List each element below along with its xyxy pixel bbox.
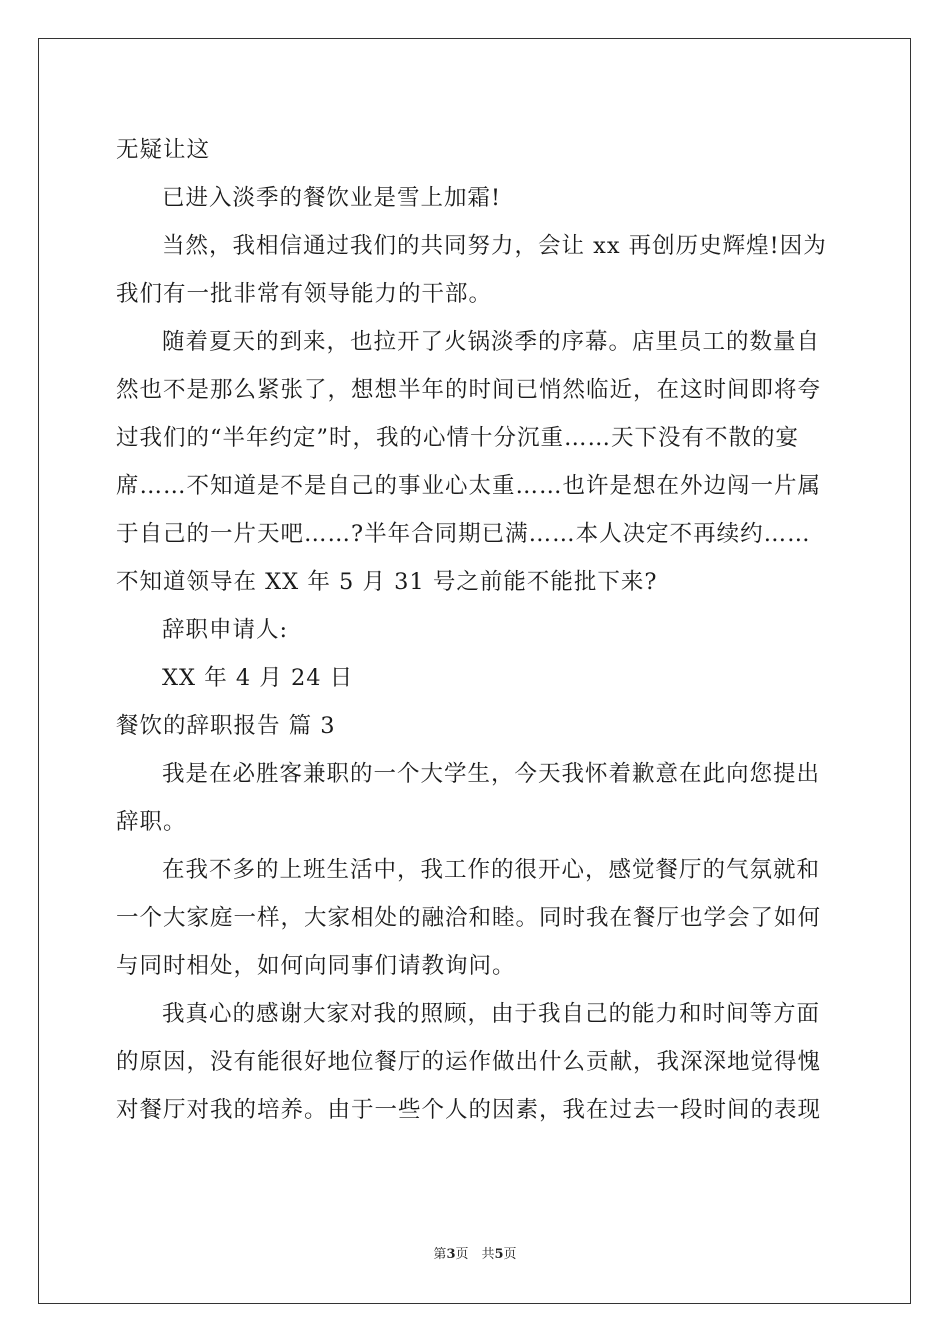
text-line: 与同时相处，如何向同事们请教询问。 bbox=[116, 953, 516, 979]
text-line: 无疑让这 bbox=[116, 137, 211, 163]
footer-mid: 页 共 bbox=[455, 1247, 495, 1262]
text-line: 我们有一批非常有领导能力的干部。 bbox=[116, 281, 493, 307]
text-line: 于自己的一片天吧……?半年合同期已满……本人决定不再续约…… bbox=[116, 521, 811, 547]
text-line: 当然，我相信通过我们的共同努力，会让 xx 再创历史辉煌!因为 bbox=[162, 233, 827, 259]
text-line: 已进入淡季的餐饮业是雪上加霜! bbox=[162, 185, 502, 211]
footer-suffix: 页 bbox=[503, 1247, 517, 1262]
current-page-number: 3 bbox=[446, 1247, 456, 1262]
text-line: 然也不是那么紧张了，想想半年的时间已悄然临近，在这时间即将夸 bbox=[116, 377, 822, 403]
text-line: 一个大家庭一样，大家相处的融洽和睦。同时我在餐厅也学会了如何 bbox=[116, 905, 822, 931]
text-line: 对餐厅对我的培养。由于一些个人的因素，我在过去一段时间的表现 bbox=[116, 1097, 822, 1123]
text-line: 随着夏天的到来，也拉开了火锅淡季的序幕。店里员工的数量自 bbox=[162, 329, 821, 355]
page-footer bbox=[0, 1243, 950, 1262]
section-heading: 餐饮的辞职报告 篇 3 bbox=[116, 713, 336, 739]
text-line: 不知道领导在 XX 年 5 月 31 号之前能不能批下来? bbox=[116, 569, 658, 595]
text-line: 的原因，没有能很好地位餐厅的运作做出什么贡献，我深深地觉得愧 bbox=[116, 1049, 822, 1075]
text-line: 我真心的感谢大家对我的照顾，由于我自己的能力和时间等方面 bbox=[162, 1001, 821, 1027]
total-page-count: 5 bbox=[494, 1247, 504, 1262]
text-line: 我是在必胜客兼职的一个大学生，今天我怀着歉意在此向您提出 bbox=[162, 761, 821, 787]
text-line: 在我不多的上班生活中，我工作的很开心，感觉餐厅的气氛就和 bbox=[162, 857, 821, 883]
signature-label: 辞职申请人: bbox=[162, 617, 289, 643]
footer-prefix: 第 bbox=[433, 1247, 447, 1262]
document-body bbox=[116, 126, 836, 1134]
text-line: 席……不知道是不是自己的事业心太重……也许是想在外边闯一片属 bbox=[116, 473, 822, 499]
text-line: 过我们的“半年约定”时，我的心情十分沉重……天下没有不散的宴 bbox=[116, 425, 800, 451]
date-line: XX 年 4 月 24 日 bbox=[162, 665, 354, 691]
text-line: 辞职。 bbox=[116, 809, 187, 835]
